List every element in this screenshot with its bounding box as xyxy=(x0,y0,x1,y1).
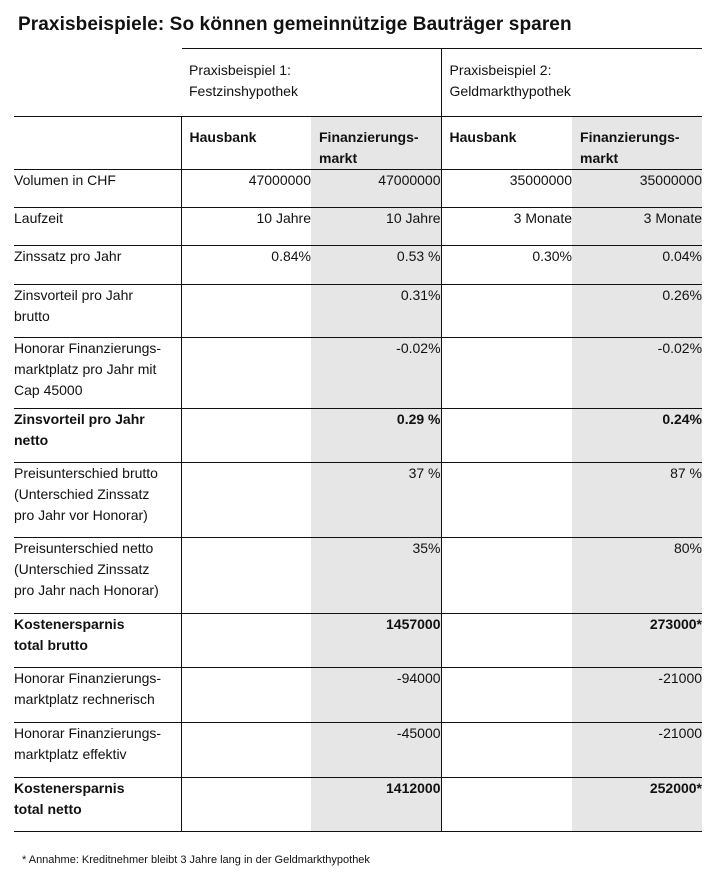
row-label-line: pro Jahr nach Honorar) xyxy=(14,581,159,598)
empty-label-header xyxy=(14,116,181,169)
row-label xyxy=(14,722,181,777)
cell-finanzierungsmarkt-1: 47000000 xyxy=(311,169,441,207)
group-header-2 xyxy=(441,48,702,116)
cell-hausbank-2 xyxy=(441,613,572,667)
row-label-line: pro Jahr vor Honorar) xyxy=(14,506,148,523)
group-2-line1: Praxisbeispiel 2: xyxy=(449,62,552,78)
footnote: * Annahme: Kreditnehmer bleibt 3 Jahre lang in der Geldmarkthypothek xyxy=(22,854,370,866)
row-label-line: Preisunterschied netto xyxy=(14,539,154,556)
table-row xyxy=(14,722,702,777)
row-label-line: total netto xyxy=(14,800,82,817)
table-row xyxy=(14,537,702,613)
cell-hausbank-2 xyxy=(441,462,572,537)
cell-hausbank-1 xyxy=(181,667,311,722)
cell-hausbank-2 xyxy=(441,284,572,337)
cell-hausbank-2: 0.30% xyxy=(441,245,572,284)
table-row xyxy=(14,245,702,284)
cell-finanzierungsmarkt-1: -0.02% xyxy=(311,337,441,408)
cell-finanzierungsmarkt-2: 0.26% xyxy=(572,284,702,337)
col-header-hausbank-1: Hausbank xyxy=(181,116,311,169)
cell-hausbank-2 xyxy=(441,777,572,831)
cell-finanzierungsmarkt-2: 80% xyxy=(572,537,702,613)
cell-hausbank-2 xyxy=(441,537,572,613)
column-header-row xyxy=(14,116,702,169)
cell-finanzierungsmarkt-1: 10 Jahre xyxy=(311,207,441,245)
col-header-finanzierungsmarkt-2: Finanzierungs- markt xyxy=(572,116,702,169)
row-label-line: Preisunterschied brutto xyxy=(14,464,158,481)
row-label-line: Honorar Finanzierungs- xyxy=(14,339,162,356)
cell-finanzierungsmarkt-2: 3 Monate xyxy=(572,207,702,245)
row-label-line: brutto xyxy=(14,307,50,324)
cell-hausbank-2 xyxy=(441,667,572,722)
cell-hausbank-1 xyxy=(181,337,311,408)
comparison-table xyxy=(14,48,702,832)
group-1-line2: Festzinshypothek xyxy=(189,83,298,99)
row-label-line: Kostenersparnis xyxy=(14,779,125,796)
row-label-line: Honorar Finanzierungs- xyxy=(14,724,162,741)
cell-finanzierungsmarkt-2: -21000 xyxy=(572,667,702,722)
cell-hausbank-1: 0.84% xyxy=(181,245,311,284)
cell-hausbank-1: 10 Jahre xyxy=(181,207,311,245)
cell-finanzierungsmarkt-1: 35% xyxy=(311,537,441,613)
group-1-line1: Praxisbeispiel 1: xyxy=(189,62,291,78)
cell-finanzierungsmarkt-2: 35000000 xyxy=(572,169,702,207)
cell-finanzierungsmarkt-1: 1457000 xyxy=(311,613,441,667)
row-label-line: Zinssatz pro Jahr xyxy=(14,247,122,264)
table-row xyxy=(14,408,702,462)
cell-finanzierungsmarkt-2: 0.04% xyxy=(572,245,702,284)
cell-hausbank-2: 3 Monate xyxy=(441,207,572,245)
row-label xyxy=(14,667,181,722)
row-label-line: total brutto xyxy=(14,636,88,653)
row-label xyxy=(14,613,181,667)
row-label-line: (Unterschied Zinssatz xyxy=(14,560,150,577)
col-header-finanzierungsmarkt-1: Finanzierungs- markt xyxy=(311,116,441,169)
row-label-line: marktplatz effektiv xyxy=(14,745,127,762)
row-label xyxy=(14,777,181,831)
cell-finanzierungsmarkt-2: 252000* xyxy=(572,777,702,831)
cell-hausbank-2 xyxy=(441,337,572,408)
cell-hausbank-1 xyxy=(181,613,311,667)
row-label xyxy=(14,207,181,245)
group-2-line2: Geldmarkthypothek xyxy=(449,83,571,99)
cell-hausbank-1 xyxy=(181,284,311,337)
row-label-line: Kostenersparnis xyxy=(14,615,125,632)
cell-hausbank-2 xyxy=(441,722,572,777)
table-row xyxy=(14,337,702,408)
page-title: Praxisbeispiele: So können gemeinnützige Bauträger sparen xyxy=(18,14,572,35)
empty-corner-cell xyxy=(14,48,181,116)
table-row xyxy=(14,207,702,245)
row-label-line: marktplatz rechnerisch xyxy=(14,690,155,707)
row-label xyxy=(14,245,181,284)
row-label xyxy=(14,337,181,408)
cell-finanzierungsmarkt-2: 87 % xyxy=(572,462,702,537)
cell-hausbank-1 xyxy=(181,408,311,462)
cell-finanzierungsmarkt-1: 0.29 % xyxy=(311,408,441,462)
row-label-line: Zinsvorteil pro Jahr xyxy=(14,286,134,303)
row-label xyxy=(14,284,181,337)
table-row xyxy=(14,462,702,537)
row-label xyxy=(14,169,181,207)
cell-finanzierungsmarkt-1: 0.31% xyxy=(311,284,441,337)
table-row xyxy=(14,667,702,722)
row-label xyxy=(14,462,181,537)
row-label xyxy=(14,408,181,462)
table-row xyxy=(14,284,702,337)
cell-finanzierungsmarkt-2: 273000* xyxy=(572,613,702,667)
cell-finanzierungsmarkt-1: 37 % xyxy=(311,462,441,537)
cell-finanzierungsmarkt-2: -0.02% xyxy=(572,337,702,408)
cell-hausbank-1 xyxy=(181,537,311,613)
cell-finanzierungsmarkt-2: 0.24% xyxy=(572,408,702,462)
row-label-line: Honorar Finanzierungs- xyxy=(14,669,162,686)
table-row xyxy=(14,613,702,667)
row-label-line: Laufzeit xyxy=(14,209,64,226)
table-row xyxy=(14,169,702,207)
cell-hausbank-2 xyxy=(441,408,572,462)
cell-hausbank-2: 35000000 xyxy=(441,169,572,207)
row-label-line: Zinsvorteil pro Jahr xyxy=(14,410,145,427)
cell-hausbank-1 xyxy=(181,777,311,831)
group-header-row xyxy=(14,48,702,116)
row-label-line: marktplatz pro Jahr mit xyxy=(14,360,157,377)
row-label-line: Volumen in CHF xyxy=(14,171,116,188)
group-header-1 xyxy=(181,48,441,116)
cell-hausbank-1 xyxy=(181,722,311,777)
row-label-line: (Unterschied Zinssatz xyxy=(14,485,150,502)
row-label-line: Cap 45000 xyxy=(14,381,83,398)
col-header-hausbank-2: Hausbank xyxy=(441,116,572,169)
cell-finanzierungsmarkt-1: 0.53 % xyxy=(311,245,441,284)
table-row xyxy=(14,777,702,831)
row-label-line: netto xyxy=(14,431,49,448)
cell-finanzierungsmarkt-1: 1412000 xyxy=(311,777,441,831)
row-label xyxy=(14,537,181,613)
cell-finanzierungsmarkt-1: -45000 xyxy=(311,722,441,777)
cell-finanzierungsmarkt-1: -94000 xyxy=(311,667,441,722)
cell-hausbank-1 xyxy=(181,462,311,537)
cell-finanzierungsmarkt-2: -21000 xyxy=(572,722,702,777)
cell-hausbank-1: 47000000 xyxy=(181,169,311,207)
